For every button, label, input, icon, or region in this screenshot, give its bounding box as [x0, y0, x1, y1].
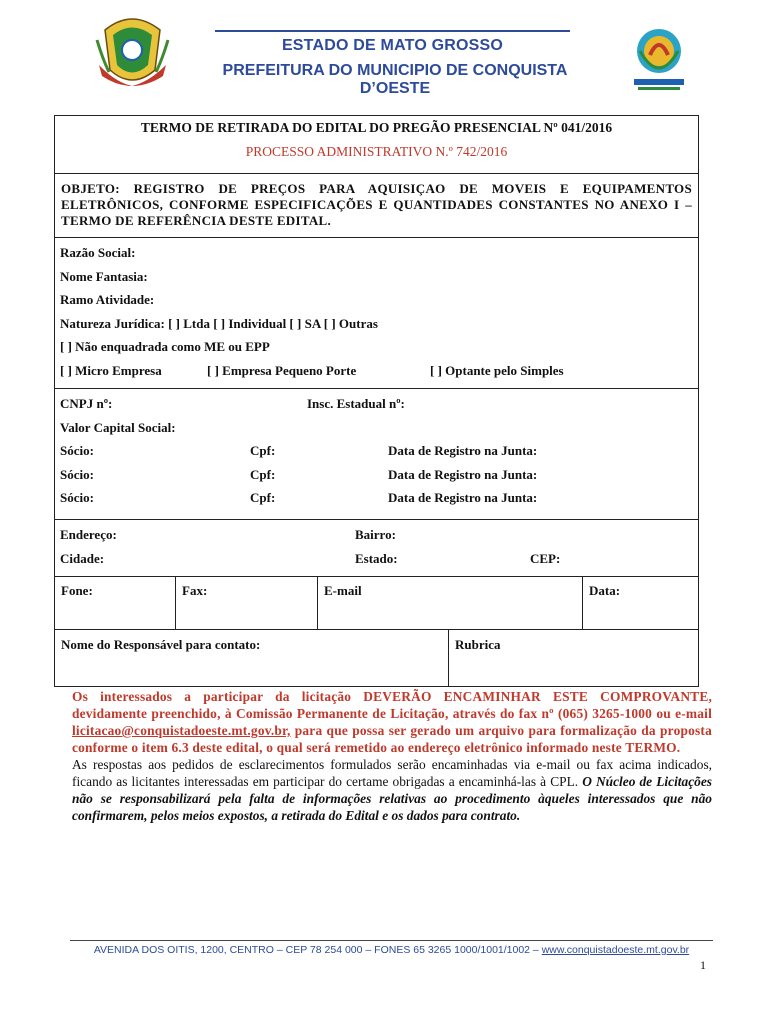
objeto-text: OBJETO: REGISTRO DE PREÇOS PARA AQUISIÇAO DE MOVEIS E EQUIPAMENTOS ELETRÔNICOS, CONFORME ESPECIFICAÇÕES E QUANTIDADES CONSTANTES NO ANEXO I – TERMO DE REFERÊNCIA DESTE EDITAL. [61, 181, 692, 228]
fone-field[interactable]: Fone: [55, 577, 176, 629]
cpf-field[interactable]: Cpf: [250, 443, 276, 458]
page-header [0, 0, 770, 110]
responsible-section [55, 630, 698, 686]
responsavel-field[interactable]: Nome do Responsável para contato: [55, 630, 449, 686]
email-link[interactable]: licitacao@conquistadoeste.mt.gov.br, [72, 723, 291, 738]
micro-empresa-checkbox[interactable]: [ ] Micro Empresa [60, 362, 162, 378]
notice-instructions-text: Os interessados a participar da licitação DEVERÃO ENCAMINHAR ESTE COMPROVANTE, devidamente preenchido, à Comissão Permanente de Licitação, através do fax nº (065) 3265-1000 ou e-mail [72, 689, 712, 721]
data-registro-field[interactable]: Data de Registro na Junta: [388, 466, 538, 482]
optante-simples-checkbox[interactable]: [ ] Optante pelo Simples [430, 362, 564, 378]
nao-enquadrada-checkbox[interactable]: [ ] Não enquadrada como ME ou EPP [60, 339, 270, 354]
header-municipality: PREFEITURA DO MUNICIPIO DE CONQUISTA D’OESTE [222, 62, 568, 97]
cnpj-field[interactable]: CNPJ nº: [60, 396, 113, 411]
notice-block [72, 688, 712, 824]
data-registro-field[interactable]: Data de Registro na Junta: [388, 490, 538, 505]
insc-estadual-field[interactable]: Insc. Estadual nº: [307, 396, 405, 411]
header-rule [215, 30, 570, 32]
address-section [55, 520, 698, 577]
estado-field[interactable]: Estado: [355, 550, 398, 566]
footer-address: AVENIDA DOS OITIS, 1200, CENTRO – CEP 78 254 000 – FONES 65 3265 1000/1001/1002 – [93, 944, 542, 956]
rubrica-field[interactable]: Rubrica [455, 637, 501, 652]
bairro-field[interactable]: Bairro: [355, 527, 396, 542]
socio-field[interactable]: Sócio: [60, 466, 94, 482]
razao-social-field[interactable]: Razão Social: [60, 245, 136, 260]
data-field[interactable]: Data: [589, 583, 621, 598]
cpf-field[interactable]: Cpf: [250, 466, 276, 482]
notice-disclaimer [72, 756, 712, 824]
cep-field[interactable]: CEP: [530, 550, 561, 566]
email-field[interactable]: E-mail [318, 577, 583, 629]
conquista-d-oeste-logo-icon [628, 25, 690, 93]
fiscal-section [55, 389, 698, 520]
footer-rule [70, 940, 713, 941]
header-state: ESTADO DE MATO GROSSO [281, 37, 504, 54]
notice-instructions-tail: para que possa ser gerado um arquivo para formalização da proposta conforme o item 6.3 deste edital, o qual será remetido ao endereço eletrônico informado neste TERMO. [72, 723, 712, 755]
process-number: PROCESSO ADMINISTRATIVO N.º 742/2016 [245, 144, 508, 159]
pequeno-porte-checkbox[interactable]: [ ] Empresa Pequeno Porte [207, 362, 357, 378]
nome-fantasia-field[interactable]: Nome Fantasia: [60, 268, 148, 284]
cidade-field[interactable]: Cidade: [60, 550, 105, 566]
socio-field[interactable]: Sócio: [60, 490, 94, 505]
data-registro-field[interactable]: Data de Registro na Junta: [388, 443, 538, 458]
contact-section [55, 577, 698, 630]
page-footer [70, 944, 713, 956]
registration-form [54, 115, 699, 687]
valor-capital-field[interactable]: Valor Capital Social: [60, 419, 176, 435]
ramo-atividade-field[interactable]: Ramo Atividade: [60, 292, 155, 307]
municipal-coat-of-arms-icon [95, 10, 170, 92]
objeto-section [55, 174, 698, 238]
company-section [55, 238, 698, 389]
page-number: 1 [700, 958, 706, 972]
notice-disclaimer-text: As respostas aos pedidos de esclarecimentos formulados serão encaminhadas via e-mail ou fax acima indicados, ficando as licitantes interessadas em participar do certame obrigadas a encaminhá-las à CPL. [72, 757, 712, 789]
form-title: TERMO DE RETIRADA DO EDITAL DO PREGÃO PRESENCIAL Nº 041/2016 [140, 120, 613, 135]
fax-field[interactable]: Fax: [176, 577, 318, 629]
notice-disclaimer-emphasis: O Núcleo de Licitações não se responsabilizará pela falta de informações relativas ao procedimento àqueles interessados que não confirmarem, pelos meios expostos, a retirada do Edital e os dados para contrato. [72, 774, 712, 823]
socio-field[interactable]: Sócio: [60, 443, 94, 458]
notice-instructions [72, 688, 712, 756]
website-link[interactable]: www.conquistadoeste.mt.gov.br [541, 944, 690, 956]
cpf-field[interactable]: Cpf: [250, 490, 276, 505]
form-title-section [55, 116, 698, 174]
natureza-juridica-options[interactable]: Natureza Jurídica: [ ] Ltda [ ] Individual [ ] SA [ ] Outras [60, 315, 378, 331]
endereco-field[interactable]: Endereço: [60, 527, 117, 542]
